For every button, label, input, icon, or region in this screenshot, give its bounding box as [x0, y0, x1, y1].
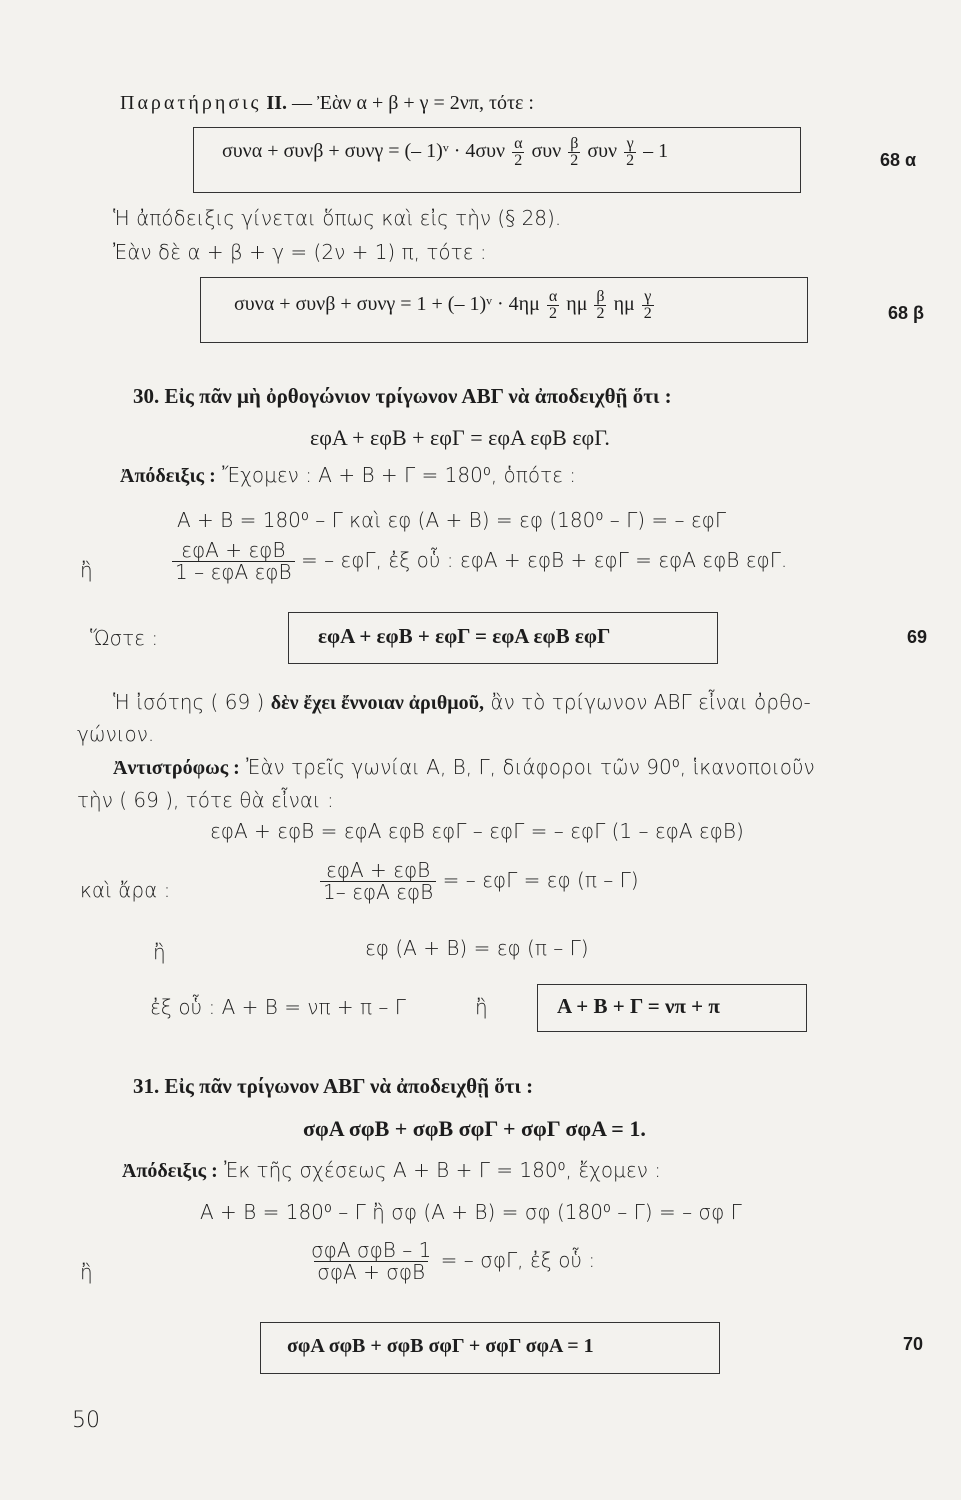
- problem-30-proof-line2: Α + Β = 180⁰ – Γ καὶ εφ (Α + Β) = εφ (180⁰ – Γ) = – εφΓ: [177, 508, 726, 532]
- equation-number-70: 70: [903, 1334, 924, 1354]
- formula-68b: [234, 289, 656, 322]
- formula-68b-sin2: ημ: [613, 293, 635, 316]
- proof-31-line3-text: = – σφΓ, ἐξ οὗ :: [440, 1248, 596, 1272]
- or-2: ἢ: [153, 940, 166, 964]
- proof-label-31: Ἀπόδειξις :: [122, 1160, 218, 1182]
- fraction-gamma-half: $\frac{\gamma}{2}$: [626, 135, 635, 169]
- converse-line1: [113, 755, 815, 780]
- fraction-gamma-half-b: $\frac{\gamma}{2}$: [643, 288, 652, 322]
- proof-line3-text: = – εφΓ, ἐξ οὗ : εφΑ + εφΒ + εφΓ = εφΑ εφΒ εφΓ.: [300, 548, 788, 572]
- proof-reference: Ἡ ἀπόδειξις γίνεται ὅπως καὶ εἰς τὴν (§ 28).: [113, 206, 562, 230]
- converse-fraction-line: [320, 860, 639, 903]
- note-line2: γώνιον.: [77, 722, 155, 746]
- equation-number-68a: 68 α: [880, 150, 917, 170]
- converse-text: Ἐὰν τρεῖς γωνίαι Α, Β, Γ, διάφοροι τῶν 90⁰, ἱκανοποιοῦν: [239, 755, 815, 779]
- note-suffix: ἂν τὸ τρίγωνον ΑΒΓ εἶναι ὀρθο-: [484, 690, 811, 714]
- proof-line1-text: Ἔχομεν : Α + Β + Γ = 180⁰, ὁπότε :: [222, 463, 577, 487]
- formula-70: σφΑ σφΒ + σφΒ σφΓ + σφΓ σφΑ = 1: [287, 1335, 594, 1357]
- proof-label: Ἀπόδειξις :: [120, 465, 216, 487]
- proof-31-line1-text: Ἐκ τῆς σχέσεως Α + Β + Γ = 180⁰, ἔχομεν :: [224, 1158, 661, 1182]
- fraction-alpha-half-b: $\frac{\alpha}{2}$: [548, 288, 558, 322]
- page-number: 50: [72, 1408, 100, 1433]
- whence-line: ἐξ οὗ : Α + Β = νπ + π – Γ: [150, 995, 406, 1019]
- tan-sum-fraction: $\frac{\text{εφΑ + εφΒ}}{\text{1 – εφΑ εφΒ}}$: [172, 540, 295, 583]
- or-3: ἢ: [475, 995, 488, 1019]
- converse-label: Ἀντιστρόφως :: [113, 757, 240, 779]
- converse-fraction: $\frac{\text{εφΑ + εφΒ}}{\text{1– εφΑ εφΒ}}$: [320, 860, 436, 903]
- problem-31-proof-line1: [122, 1158, 661, 1183]
- remark-text: — Ἐὰν α + β + γ = 2νπ, τότε :: [291, 92, 534, 114]
- problem-30-formula: εφΑ + εφΒ + εφΓ = εφΑ εφΒ εφΓ.: [310, 425, 610, 450]
- result-formula: Α + Β + Γ = νπ + π: [557, 994, 720, 1018]
- problem-31-number: 31.: [133, 1074, 160, 1098]
- problem-31-text: Εἰς πᾶν τρίγωνον ΑΒΓ νὰ ἀποδειχθῇ ὅτι :: [164, 1074, 534, 1098]
- converse-eq1: εφΑ + εφΒ = εφΑ εφΒ εφΓ – εφΓ = – εφΓ (1 – εφΑ εφΒ): [210, 819, 744, 843]
- else-line: Ἐὰν δὲ α + β + γ = (2ν + 1) π, τότε :: [113, 240, 487, 264]
- formula-68a-left: συνα + συνβ + συνγ = (– 1)ᵛ · 4συν: [222, 140, 506, 163]
- and-so-label: καὶ ἄρα :: [80, 878, 171, 902]
- equation-number-68b: 68 β: [888, 303, 925, 323]
- therefore-label: Ὥστε :: [90, 626, 159, 650]
- problem-30-or: ἢ: [80, 558, 93, 582]
- formula-68b-left: συνα + συνβ + συνγ = 1 + (– 1)ᵛ · 4ημ: [234, 293, 540, 316]
- problem-31-fraction-line: [308, 1240, 595, 1283]
- converse-eq3: εφ (Α + Β) = εφ (π – Γ): [365, 936, 589, 960]
- equation-number-69: 69: [907, 627, 928, 647]
- fraction-beta-half: $\frac{\beta}{2}$: [570, 135, 579, 169]
- formula-68a-right: – 1: [643, 140, 669, 163]
- note-bold: δὲν ἔχει ἔννοιαν ἀριθμοῦ,: [270, 692, 485, 714]
- remark-number: II.: [266, 92, 287, 114]
- converse-eq2-text: = – εφΓ = εφ (π – Γ): [442, 868, 639, 892]
- cot-fraction: $\frac{\text{σφΑ σφΒ – 1}}{\text{σφΑ + σφΒ}}$: [311, 1238, 432, 1284]
- fraction-alpha-half: $\frac{\alpha}{2}$: [514, 135, 523, 169]
- remark-heading: [120, 92, 534, 115]
- problem-31-or: ἢ: [80, 1260, 93, 1284]
- formula-68a: [222, 136, 668, 169]
- problem-31-statement: [133, 1074, 533, 1099]
- note-line1: [113, 690, 811, 715]
- remark-label: Παρατήρησις: [120, 92, 262, 114]
- problem-30-proof-line1: [120, 463, 576, 488]
- formula-69: εφΑ + εφΒ + εφΓ = εφΑ εφΒ εφΓ: [318, 624, 611, 648]
- formula-68a-cos: συν: [531, 140, 562, 163]
- problem-31-proof-line2: Α + Β = 180⁰ – Γ ἢ σφ (Α + Β) = σφ (180⁰ – Γ) = – σφ Γ: [200, 1200, 742, 1224]
- converse-line2: τὴν ( 69 ), τότε θὰ εἶναι :: [77, 788, 334, 812]
- problem-30-text: Εἰς πᾶν μὴ ὀρθογώνιον τρίγωνον ΑΒΓ νὰ ἀποδειχθῇ ὅτι :: [164, 384, 672, 408]
- note-prefix: Ἡ ἰσότης ( 69 ): [113, 690, 271, 714]
- problem-30-number: 30.: [133, 384, 160, 408]
- fraction-beta-half-b: $\frac{\beta}{2}$: [596, 288, 605, 322]
- formula-68a-cos2: συν: [587, 140, 618, 163]
- problem-30-fraction-line: [172, 540, 787, 583]
- formula-68b-sin: ημ: [566, 293, 588, 316]
- problem-30-statement: [133, 384, 672, 409]
- problem-31-formula: σφΑ σφΒ + σφΒ σφΓ + σφΓ σφΑ = 1.: [303, 1116, 646, 1141]
